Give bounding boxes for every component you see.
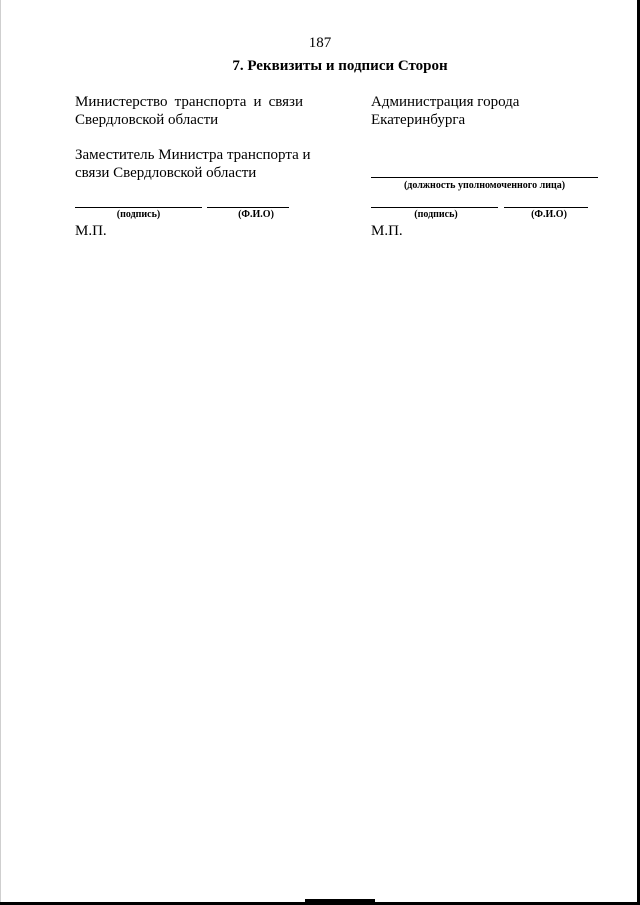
left-signature-line — [75, 207, 202, 208]
left-signature-caption: (подпись) — [116, 209, 161, 220]
right-signature-caption: (подпись) — [414, 209, 458, 220]
right-position-caption: (должность уполномоченного лица) — [403, 180, 566, 191]
left-party-name: Министерство транспорта и связи Свердловской области — [75, 94, 303, 128]
right-fio-line — [504, 207, 588, 208]
left-party-position: Заместитель Министра транспорта и связи Свердловской области — [75, 147, 311, 181]
left-fio-caption: (Ф.И.О) — [238, 209, 274, 220]
right-party-name: Администрация города Екатеринбурга — [371, 94, 520, 128]
left-seal-mark: М.П. — [75, 223, 107, 239]
right-seal-mark: М.П. — [371, 223, 403, 239]
bottom-scan-mark — [305, 899, 375, 902]
section-title: 7. Реквизиты и подписи Сторон — [232, 58, 448, 74]
right-signature-line — [371, 207, 498, 208]
page-edge-left — [0, 0, 1, 905]
left-fio-line — [207, 207, 289, 208]
right-fio-caption: (Ф.И.О) — [531, 209, 567, 220]
page-number: 187 — [308, 35, 332, 51]
right-position-line — [371, 177, 598, 178]
